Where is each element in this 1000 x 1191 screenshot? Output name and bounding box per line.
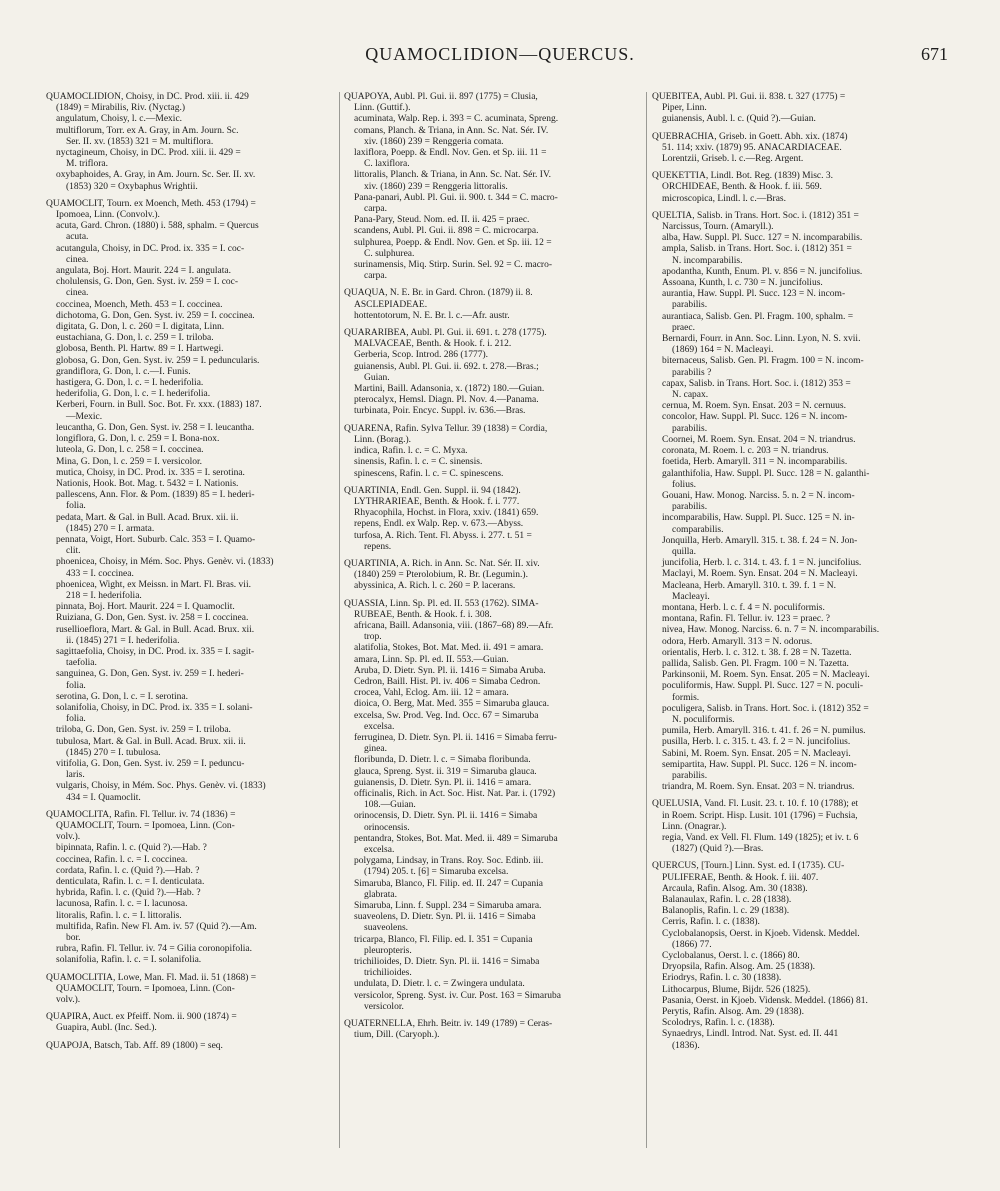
entry-line: microscopica, Lindl. l. c.—Bras. [662, 193, 786, 204]
dictionary-entry [344, 424, 640, 480]
entry-line: Dryopsila, Rafin. Alsog. Am. 25 (1838). [662, 962, 816, 973]
entry-line: excelsa. [364, 845, 395, 855]
dictionary-entry [652, 211, 948, 794]
entry-line: galanthifolia, Haw. Suppl. Pl. Succ. 128 = N. galanthi- [662, 468, 870, 479]
entry-line: concolor, Haw. Suppl. Pl. Succ. 126 = N. incom- [662, 412, 848, 423]
entry-line: comparabilis. [672, 524, 724, 535]
entry-line: cinea. [66, 254, 89, 265]
column-middle [344, 92, 640, 1047]
entry-line: bor. [66, 933, 81, 944]
entry-line: semipartita, Haw. Suppl. Pl. Succ. 126 = N. incom- [662, 759, 857, 770]
entry-line: littoralis, Planch. & Triana, in Ann. Sc. Nat. Sér. IV. [354, 170, 551, 181]
entry-headword-line: QUAMOCLIT, Tourn. ex Moench, Meth. 453 (1794) = [46, 198, 256, 209]
dictionary-entry [344, 486, 640, 553]
entry-line: leucantha, G. Don, Gen. Syst. iv. 258 = I. leucantha. [56, 422, 255, 433]
entry-line: incomparabilis, Haw. Suppl. Pl. Succ. 125 = N. in- [662, 513, 855, 524]
dictionary-entry [344, 92, 640, 282]
entry-line: hybrida, Rafin. l. c. (Quid ?).—Hab. ? [56, 888, 201, 899]
entry-line: xiv. (1860) 239 = Renggeria littoralis. [364, 181, 508, 192]
entry-line: solanifolia, Choisy, in DC. Prod. ix. 335 = I. solani- [56, 702, 253, 713]
entry-line: serotina, G. Don, l. c. = I. serotina. [56, 691, 188, 702]
entry-line: praec. [672, 322, 695, 333]
entry-line: parabilis ? [672, 367, 712, 378]
entry-line: folia. [66, 714, 86, 725]
dictionary-entry [652, 171, 948, 205]
entry-headword-line: QUARARIBEA, Aubl. Pl. Gui. ii. 691. t. 278 (1775). [344, 328, 547, 339]
entry-headword-line: QUARTINIA, A. Rich. in Ann. Sc. Nat. Sér. II. xiv. [344, 558, 540, 569]
entry-line: clit. [66, 546, 81, 557]
entry-line: —Mexic. [66, 411, 103, 422]
entry-line: crocea, Vahl, Eclog. Am. iii. 12 = amara. [354, 688, 509, 699]
entry-line: turfosa, A. Rich. Tent. Fl. Abyss. i. 277. t. 51 = [354, 530, 532, 541]
entry-line: acuminata, Walp. Rep. i. 393 = C. acuminata, Spreng. [354, 114, 559, 125]
entry-line: dichotoma, G. Don, Gen. Syst. iv. 259 = I. coccinea. [56, 310, 255, 321]
entry-line: orinocensis, D. Dietr. Syn. Pl. ii. 1416 = Simaba [354, 811, 538, 822]
entry-headword-line: QUATERNELLA, Ehrh. Beitr. iv. 149 (1789) = Ceras- [344, 1019, 553, 1030]
entry-line: longiflora, G. Don, l. c. 259 = I. Bona-nox. [56, 434, 220, 445]
entry-line: luteola, G. Don, l. c. 258 = I. coccinea. [56, 445, 204, 456]
entry-line: folius. [672, 479, 697, 490]
entry-line: ampla, Salisb. in Trans. Hort. Soc. i. (1812) 351 = [662, 244, 852, 255]
entry-line: acutangula, Choisy, in DC. Prod. ix. 335 = I. coc- [56, 243, 245, 254]
entry-line: Rhyacophila, Hochst. in Flora, xxiv. (1841) 659. [354, 508, 539, 519]
entry-line: Gouani, Haw. Monog. Narciss. 5. n. 2 = N. incom- [662, 490, 855, 501]
entry-line: Assoana, Kunth, l. c. 730 = N. juncifolius. [662, 278, 823, 289]
entry-line: xiv. (1860) 239 = Renggeria comata. [364, 136, 504, 147]
entry-line: Ruiziana, G. Don, Gen. Syst. iv. 258 = I. coccinea. [56, 613, 249, 624]
entry-line: (1853) 320 = Oxybaphus Wrightii. [66, 181, 198, 192]
entry-line: volv.). [56, 832, 81, 843]
entry-line: 433 = I. coccinea. [66, 568, 134, 579]
entry-line: Aruba, D. Dietr. Syn. Pl. ii. 1416 = Simaba Aruba. [354, 665, 546, 676]
entry-line: guianensis, Aubl. Pl. Gui. ii. 692. t. 278.—Bras.; [354, 361, 539, 372]
entry-line: glabrata. [364, 889, 397, 900]
entry-line: alba, Haw. Suppl. Pl. Succ. 127 = N. incomparabilis. [662, 233, 863, 244]
entry-line: (1845) 270 = I. tubulosa. [66, 747, 161, 758]
entry-line: Pana-panari, Aubl. Pl. Gui. ii. 900. t. 344 = C. macro- [354, 192, 558, 203]
entry-line: Sabini, M. Roem. Syn. Ensat. 205 = N. Macleayi. [662, 748, 851, 759]
entry-line: parabilis. [672, 300, 708, 311]
entry-line: solanifolia, Rafin. l. c. = I. solanifolia. [56, 955, 202, 966]
entry-line: trichilioides. [364, 968, 412, 979]
entry-line: montana, Rafin. Fl. Tellur. iv. 123 = praec. ? [662, 614, 831, 625]
entry-line: alatifolia, Stokes, Bot. Mat. Med. ii. 491 = amara. [354, 643, 544, 654]
entry-line: 218 = I. hederifolia. [66, 590, 142, 601]
entry-line: parabilis. [672, 423, 708, 434]
entry-headword-line: QUEBITEA, Aubl. Pl. Gui. ii. 838. t. 327 (1775) = [652, 92, 846, 102]
entry-line: montana, Herb. l. c. f. 4 = N. poculiformis. [662, 602, 825, 613]
entry-line: Eriodrys, Rafin. l. c. 30 (1838). [662, 973, 782, 984]
entry-line: Nationis, Hook. Bot. Mag. t. 5432 = I. Nationis. [56, 478, 239, 489]
running-head: QUAMOCLIDION—QUERCUS. [365, 44, 635, 64]
entry-line: glauca, Spreng. Syst. ii. 319 = Simaruba glauca. [354, 766, 537, 777]
entry-line: (1840) 259 = Pterolobium, R. Br. (Legumin.). [354, 570, 528, 581]
entry-line: abyssinica, A. Rich. l. c. 260 = P. lacerans. [354, 581, 516, 592]
entry-line: poculigera, Salisb. in Trans. Hort. Soc. i. (1812) 352 = [662, 703, 869, 714]
entry-line: Maclayi, M. Roem. Syn. Ensat. 204 = N. Macleayi. [662, 569, 858, 580]
entry-line: excelsa. [364, 721, 395, 732]
entry-line: acuta, Gard. Chron. (1880) i. 588, sphalm. = Quercus [56, 221, 259, 232]
entry-line: suaveolens. [364, 923, 409, 934]
entry-line: multiflorum, Torr. ex A. Gray, in Am. Journ. Sc. [56, 125, 239, 136]
entry-line: digitata, G. Don, l. c. 260 = I. digitata, Linn. [56, 322, 225, 333]
entry-line: sagittaefolia, Choisy, in DC. Prod. ix. 335 = I. sagit- [56, 646, 255, 657]
entry-line: Balanaulax, Rafin. l. c. 28 (1838). [662, 895, 792, 906]
entry-line: ORCHIDEAE, Benth. & Hook. f. iii. 569. [662, 182, 822, 193]
entry-line: capax, Salisb. in Trans. Hort. Soc. i. (1812) 353 = [662, 378, 851, 389]
column-right [652, 92, 948, 1058]
entry-line: sulphurea, Poepp. & Endl. Nov. Gen. et Sp. iii. 12 = [354, 237, 552, 248]
entry-line: LYTHRARIEAE, Benth. & Hook. f. i. 777. [354, 496, 520, 507]
entry-line: coccinea, Rafin. l. c. = I. coccinea. [56, 854, 188, 865]
entry-line: N. incomparabilis. [672, 255, 743, 266]
entry-line: ferruginea, D. Dietr. Syn. Pl. ii. 1416 = Simaba ferru- [354, 732, 557, 743]
entry-line: Macleayi. [672, 591, 710, 602]
entry-line: juncifolia, Herb. l. c. 314. t. 43. f. 1 = N. juncifolius. [662, 558, 862, 569]
column-left [46, 92, 334, 1058]
entry-line: (1827) (Quid ?).—Bras. [672, 844, 764, 855]
entry-line: MALVACEAE, Benth. & Hook. f. i. 212. [354, 339, 512, 350]
entry-line: grandiflora, G. Don, l. c.—I. Funis. [56, 366, 191, 377]
entry-headword-line: QUAMOCLITIA, Lowe, Man. Fl. Mad. ii. 51 (1868) = [46, 972, 257, 983]
entry-line: PULIFERAE, Benth. & Hook. f. iii. 407. [662, 872, 819, 883]
entry-line: carpa. [364, 204, 387, 215]
entry-line: Guapira, Aubl. (Inc. Sed.). [56, 1023, 157, 1034]
entry-line: cinea. [66, 288, 89, 299]
entry-line: comans, Planch. & Triana, in Ann. Sc. Nat. Sér. IV. [354, 125, 549, 136]
entry-line: RUBEAE, Benth. & Hook. f. i. 308. [354, 609, 492, 620]
entry-headword-line: QUAPOJA, Batsch, Tab. Aff. 89 (1800) = seq. [46, 1040, 223, 1051]
entry-line: dioica, O. Berg, Mat. Med. 355 = Simaruba glauca. [354, 699, 550, 710]
entry-line: ASCLEPIADEAE. [354, 299, 428, 310]
entry-line: orientalis, Herb. l. c. 312. t. 38. f. 28 = N. Tazetta. [662, 647, 852, 658]
page-number: 671 [921, 44, 948, 64]
entry-line: foetida, Herb. Amaryll. 311 = N. incomparabilis. [662, 457, 848, 468]
entry-line: QUAMOCLIT, Tourn. = Ipomoea, Linn. (Con- [56, 983, 235, 994]
entry-line: Cyclobalanopsis, Oerst. in Kjoeb. Vidensk. Meddel. [662, 928, 860, 939]
entry-line: Narcissus, Tourn. (Amaryll.). [662, 222, 774, 233]
dictionary-entry [46, 92, 334, 193]
entry-line: triloba, G. Don, Gen. Syst. iv. 259 = I. triloba. [56, 725, 231, 736]
entry-line: excelsa, Sw. Prod. Veg. Ind. Occ. 67 = Simaruba [354, 710, 539, 721]
entry-line: pinnata, Boj. Hort. Maurit. 224 = I. Quamoclit. [56, 602, 235, 613]
column-rule [646, 92, 647, 1148]
entry-line: coronata, M. Roem. l. c. 203 = N. triandrus. [662, 446, 829, 457]
entry-headword-line: QUAQUA, N. E. Br. in Gard. Chron. (1879) ii. 8. [344, 288, 533, 299]
entry-line: aurantia, Haw. Suppl. Pl. Succ. 123 = N. incom- [662, 289, 846, 300]
entry-line: Linn. (Borag.). [354, 434, 411, 445]
entry-line: folia. [66, 501, 86, 512]
entry-line: Pasania, Oerst. in Kjoeb. Vidensk. Meddel. (1866) 81. [662, 995, 868, 1006]
entry-line: Jonquilla, Herb. Amaryll. 315. t. 38. f. 24 = N. Jon- [662, 535, 858, 546]
entry-line: Gerberia, Scop. Introd. 286 (1777). [354, 350, 489, 361]
dictionary-entry [652, 861, 948, 1051]
entry-line: Martini, Baill. Adansonia, x. (1872) 180.—Guian. [354, 384, 545, 395]
entry-line: hastigera, G. Don, l. c. = I. hederifolia. [56, 378, 204, 389]
dictionary-entry [46, 810, 334, 967]
entry-line: Scolodrys, Rafin. l. c. (1838). [662, 1018, 775, 1029]
entry-line: laxiflora, Poepp. & Endl. Nov. Gen. et Sp. iii. 11 = [354, 148, 547, 159]
entry-line: multifida, Rafin. New Fl. Am. iv. 57 (Quid ?).—Am. [56, 921, 257, 932]
entry-line: angulata, Boj. Hort. Maurit. 224 = I. angulata. [56, 266, 231, 277]
dictionary-entry [46, 973, 334, 1007]
entry-line: Arcaula, Rafin. Alsog. Am. 30 (1838). [662, 883, 808, 894]
entry-line: Perytis, Rafin. Alsog. Am. 29 (1838). [662, 1007, 804, 1018]
entry-line: litoralis, Rafin. l. c. = I. littoralis. [56, 910, 182, 921]
entry-line: Ipomoea, Linn. (Convolv.). [56, 210, 160, 221]
entry-line: phoenicea, Choisy, in Mém. Soc. Phys. Genèv. vi. (1833) [56, 557, 274, 568]
entry-line: africana, Baill. Adansonia, viii. (1867–68) 89.—Afr. [354, 620, 554, 631]
entry-line: trop. [364, 632, 382, 643]
entry-headword-line: QUERCUS, [Tourn.] Linn. Syst. ed. I (1735). CU- [652, 861, 845, 872]
entry-line: rubra, Rafin. Fl. Tellur. iv. 74 = Gilia coronopifolia. [56, 944, 252, 955]
entry-line: parabilis. [672, 770, 708, 781]
entry-line: M. triflora. [66, 159, 108, 170]
entry-line: Simaruba, Linn. f. Suppl. 234 = Simaruba amara. [354, 901, 542, 912]
entry-line: 108.—Guian. [364, 800, 416, 811]
entry-line: N. capax. [672, 390, 709, 401]
entry-line: Ser. II. xv. (1853) 321 = M. multiflora. [66, 136, 214, 147]
entry-line: rusellioeflora, Mart. & Gal. in Bull. Acad. Brux. xii. [56, 624, 255, 635]
entry-line: (1849) = Mirabilis, Riv. (Nyctag.) [56, 103, 186, 114]
entry-line: undulata, D. Dietr. l. c. = Zwingera undulata. [354, 979, 525, 990]
entry-line: indica, Rafin. l. c. = C. Myxa. [354, 446, 468, 457]
entry-line: Macleana, Herb. Amaryll. 310. t. 39. f. 1 = N. [662, 580, 836, 591]
entry-line: suaveolens, D. Dietr. Syn. Pl. ii. 1416 = Simaba [354, 912, 536, 923]
entry-line: apodantha, Kunth, Enum. Pl. v. 856 = N. juncifolius. [662, 266, 863, 277]
entry-line: acuta. [66, 232, 89, 243]
entry-line: (1836). [672, 1040, 700, 1051]
entry-line: globosa, Benth. Pl. Hartw. 89 = I. Hartwegi. [56, 344, 224, 355]
dictionary-entry [46, 199, 334, 804]
entry-line: coccinea, Moench, Meth. 453 = I. coccinea. [56, 299, 223, 310]
entry-line: Parkinsonii, M. Roem. Syn. Ensat. 205 = N. Macleayi. [662, 670, 870, 681]
entry-line: parabilis. [672, 502, 708, 513]
entry-line: pterocalyx, Hemsl. Diagn. Pl. Nov. 4.—Panama. [354, 395, 539, 406]
entry-headword-line: QUAMOCLITA, Rafin. Fl. Tellur. iv. 74 (1836) = [46, 809, 236, 820]
entry-line: (1869) 164 = N. Macleayi. [672, 345, 774, 356]
entry-line: polygama, Lindsay, in Trans. Roy. Soc. Edinb. iii. [354, 856, 544, 867]
entry-headword-line: QUARENA, Rafin. Sylva Tellur. 39 (1838) = Cordia, [344, 423, 548, 434]
entry-line: Pana-Pary, Steud. Nom. ed. II. ii. 425 = praec. [354, 215, 530, 226]
entry-line: trichilioides, D. Dietr. Syn. Pl. ii. 1416 = Simaba [354, 957, 540, 968]
entry-line: Coornei, M. Roem. Syn. Ensat. 204 = N. triandrus. [662, 434, 856, 445]
entry-line: QUAMOCLIT, Tourn. = Ipomoea, Linn. (Con- [56, 821, 235, 831]
entry-line: Guian. [364, 372, 390, 383]
entry-line: C. laxiflora. [364, 159, 410, 170]
entry-line: nivea, Haw. Monog. Narciss. 6. n. 7 = N. incomparabilis. [662, 625, 880, 636]
entry-line: pentandra, Stokes, Bot. Mat. Med. ii. 489 = Simaruba [354, 833, 558, 844]
entry-line: Cyclobalanus, Oerst. l. c. (1866) 80. [662, 951, 800, 962]
entry-line: versicolor. [364, 1001, 404, 1012]
entry-line: aurantiaca, Salisb. Gen. Pl. Fragm. 100, sphalm. = [662, 311, 854, 322]
entry-line: (1794) 205. t. [6] = Simaruba excelsa. [364, 867, 509, 878]
entry-line: floribunda, D. Dietr. l. c. = Simaba floribunda. [354, 755, 531, 766]
entry-line: (1866) 77. [672, 939, 712, 950]
entry-line: Simaruba, Blanco, Fl. Filip. ed. II. 247 = Cupania [354, 878, 544, 889]
entry-line: bipinnata, Rafin. l. c. (Quid ?).—Hab. ? [56, 843, 207, 854]
dictionary-entry [344, 288, 640, 322]
entry-line: Cedron, Baill. Hist. Pl. iv. 406 = Simaba Cedron. [354, 676, 541, 687]
entry-line: regia, Vand. ex Vell. Fl. Flum. 149 (1825); et iv. t. 6 [662, 833, 859, 843]
entry-line: pallescens, Ann. Flor. & Pom. (1839) 85 = I. hederi- [56, 490, 255, 501]
entry-line: odora, Herb. Amaryll. 313 = N. odorus. [662, 636, 813, 647]
dictionary-entry [46, 1012, 334, 1034]
entry-line: sanguinea, G. Don, Gen. Syst. iv. 259 = I. hederi- [56, 669, 244, 680]
entry-headword-line: QUARTINIA, Endl. Gen. Suppl. ii. 94 (1842). [344, 485, 521, 496]
entry-line: pumila, Herb. Amaryll. 316. t. 41. f. 26 = N. pumilus. [662, 726, 866, 737]
entry-line: ii. (1845) 271 = I. hederifolia. [66, 635, 180, 646]
entry-line: repens. [364, 541, 392, 552]
entry-line: pusilla, Herb. l. c. 315. t. 43. f. 2 = N. juncifolius. [662, 737, 851, 748]
entry-line: 434 = I. Quamoclit. [66, 792, 141, 803]
entry-line: laris. [66, 770, 85, 781]
entry-line: oxybaphoides, A. Gray, in Am. Journ. Sc. Ser. II. xv. [56, 170, 256, 181]
entry-line: mutica, Choisy, in DC. Prod. ix. 335 = I. serotina. [56, 467, 245, 478]
entry-headword-line: QUELUSIA, Vand. Fl. Lusit. 23. t. 10. f. 10 (1788); et [652, 799, 859, 810]
entry-line: hederifolia, G. Don, l. c. = I. hederifolia. [56, 389, 211, 400]
entry-line: amara, Linn. Sp. Pl. ed. II. 553.—Guian. [354, 654, 509, 665]
entry-line: Synaedrys, Lindl. Introd. Nat. Syst. ed. II. 441 [662, 1029, 839, 1040]
entry-line: tricarpa, Blanco, Fl. Filip. ed. I. 351 = Cupania [354, 934, 533, 945]
entry-line: sinensis, Rafin. l. c. = C. sinensis. [354, 457, 483, 468]
entry-line: quilla. [672, 546, 697, 557]
entry-line: Lithocarpus, Blume, Bijdr. 526 (1825). [662, 984, 811, 995]
entry-line: Linn. (Guttif.). [354, 103, 411, 114]
entry-line: Lorentzii, Griseb. l. c.—Reg. Argent. [662, 154, 804, 165]
entry-line: (1845) 270 = I. armata. [66, 523, 155, 534]
entry-line: angulatum, Choisy, l. c.—Mexic. [56, 114, 183, 125]
entry-line: C. sulphurea. [364, 248, 415, 259]
entry-line: guianensis, D. Dietr. Syn. Pl. ii. 1416 = amara. [354, 777, 532, 788]
entry-line: orinocensis. [364, 822, 410, 833]
entry-headword-line: QUAMOCLIDION, Choisy, in DC. Prod. xiii. ii. 429 [46, 92, 249, 102]
entry-line: eustachiana, G. Don, l. c. 259 = I. triloba. [56, 333, 214, 344]
entry-line: in Roem. Script. Hisp. Lusit. 101 (1796) = Fuchsia, [662, 810, 858, 821]
entry-line: cordata, Rafin. l. c. (Quid ?).—Hab. ? [56, 865, 200, 876]
entry-line: tubulosa, Mart. & Gal. in Bull. Acad. Brux. xii. ii. [56, 736, 246, 747]
dictionary-entry [652, 132, 948, 166]
dictionary-entry [344, 1019, 640, 1041]
entry-line: Mina, G. Don, l. c. 259 = I. versicolor. [56, 456, 202, 467]
entry-line: folia. [66, 680, 86, 691]
entry-line: pedata, Mart. & Gal. in Bull. Acad. Brux. xii. ii. [56, 512, 239, 523]
entry-line: surinamensis, Miq. Stirp. Surin. Sel. 92 = C. macro- [354, 260, 552, 271]
entry-line: Piper, Linn. [662, 103, 707, 114]
entry-line: poculiformis, Haw. Suppl. Pl. Succ. 127 = N. poculi- [662, 681, 864, 692]
entry-line: ginea. [364, 744, 387, 755]
entry-line: Bernardi, Fourr. in Ann. Soc. Linn. Lyon, N. S. xvii. [662, 334, 861, 345]
entry-line: tium, Dill. (Caryoph.). [354, 1030, 440, 1041]
entry-headword-line: QUEKETTIA, Lindl. Bot. Reg. (1839) Misc. 3. [652, 171, 834, 182]
entry-line: nyctagineum, Choisy, in DC. Prod. xiii. ii. 429 = [56, 148, 241, 159]
entry-headword-line: QUELTIA, Salisb. in Trans. Hort. Soc. i. (1812) 351 = [652, 210, 859, 221]
entry-line: turbinata, Poir. Encyc. Suppl. iv. 636.—Bras. [354, 406, 526, 417]
entry-line: cholulensis, G. Don, Gen. Syst. iv. 259 = I. coc- [56, 277, 239, 288]
entry-headword-line: QUASSIA, Linn. Sp. Pl. ed. II. 553 (1762). SIMA- [344, 598, 539, 609]
entry-line: biternaceus, Salisb. Gen. Pl. Fragm. 100 = N. incom- [662, 356, 864, 367]
entry-line: globosa, G. Don, Gen. Syst. iv. 259 = I. peduncularis. [56, 355, 260, 366]
dictionary-entry [652, 799, 948, 855]
dictionary-entry [652, 92, 948, 126]
entry-line: vitifolia, G. Don, Gen. Syst. iv. 259 = I. peduncu- [56, 758, 245, 769]
entry-headword-line: QUAPOYA, Aubl. Pl. Gui. ii. 897 (1775) = Clusia, [344, 92, 538, 102]
entry-line: denticulata, Rafin. l. c. = I. denticulata. [56, 877, 205, 888]
entry-line: 51. 114; xxiv. (1879) 95. ANACARDIACEAE. [662, 142, 842, 153]
entry-line: versicolor, Spreng. Syst. iv. Cur. Post. 163 = Simaruba [354, 990, 562, 1001]
entry-line: N. poculiformis. [672, 714, 735, 725]
entry-line: repens, Endl. ex Walp. Rep. v. 673.—Abyss. [354, 519, 524, 530]
entry-line: hottentotorum, N. E. Br. l. c.—Afr. austr. [354, 310, 510, 321]
entry-line: taefolia. [66, 658, 97, 669]
entry-line: Balanoplis, Rafin. l. c. 29 (1838). [662, 906, 790, 917]
dictionary-entry [344, 559, 640, 593]
entry-line: pleuropteris. [364, 945, 412, 956]
entry-line: Kerberi, Fourn. in Bull. Soc. Bot. Fr. xxx. (1883) 187. [56, 400, 262, 411]
entry-line: carpa. [364, 271, 387, 282]
dictionary-entry [46, 1041, 334, 1052]
entry-line: formis. [672, 692, 700, 703]
entry-line: pallida, Salisb. Gen. Pl. Fragm. 100 = N. Tazetta. [662, 658, 849, 669]
entry-line: scandens, Aubl. Pl. Gui. ii. 898 = C. microcarpa. [354, 226, 539, 237]
entry-line: Cerris, Rafin. l. c. (1838). [662, 917, 760, 928]
entry-headword-line: QUEBRACHIA, Griseb. in Goett. Abh. xix. (1874) [652, 131, 848, 142]
entry-line: Linn. (Onagrar.). [662, 821, 727, 832]
entry-line: pennata, Voigt, Hort. Suburb. Calc. 353 = I. Quamo- [56, 534, 256, 545]
column-rule [339, 92, 340, 1148]
entry-line: spinescens, Rafin. l. c. = C. spinescens. [354, 468, 504, 479]
dictionary-entry [344, 328, 640, 418]
entry-line: guianensis, Aubl. l. c. (Quid ?).—Guian. [662, 114, 816, 125]
dictionary-entry [344, 599, 640, 1014]
entry-line: cernua, M. Roem. Syn. Ensat. 203 = N. cernuus. [662, 401, 846, 412]
entry-line: volv.). [56, 995, 81, 1006]
entry-line: triandra, M. Roem. Syn. Ensat. 203 = N. triandrus. [662, 782, 855, 793]
entry-line: vulgaris, Choisy, in Mém. Soc. Phys. Genèv. vi. (1833) [56, 781, 266, 792]
entry-line: officinalis, Rich. in Act. Soc. Hist. Nat. Par. i. (1792) [354, 788, 556, 799]
entry-line: phoenicea, Wight, ex Meissn. in Mart. Fl. Bras. vii. [56, 579, 251, 590]
entry-line: lacunosa, Rafin. l. c. = I. lacunosa. [56, 899, 188, 910]
entry-headword-line: QUAPIRA, Auct. ex Pfeiff. Nom. ii. 900 (1874) = [46, 1012, 237, 1023]
